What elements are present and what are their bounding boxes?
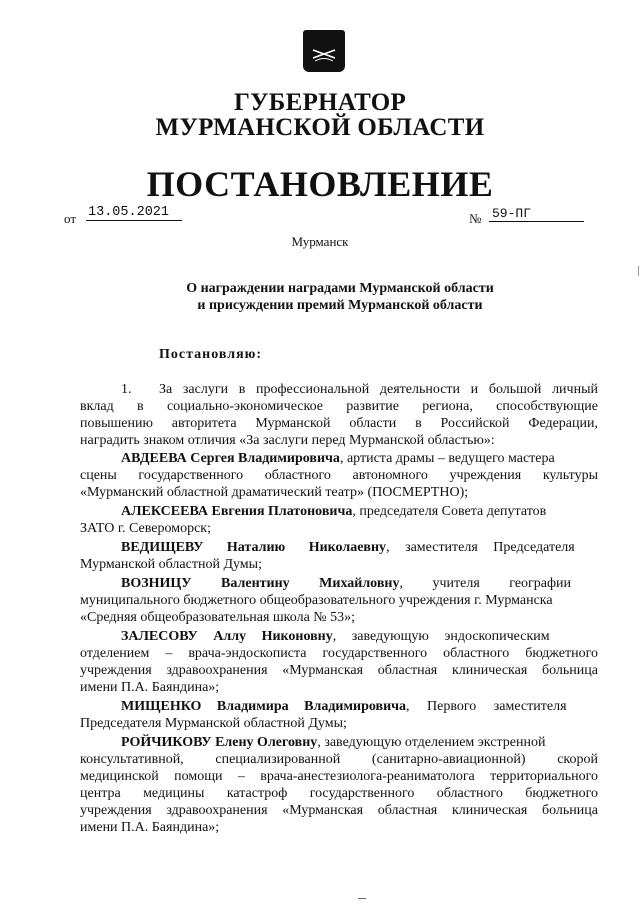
awardee-entry [121,503,598,520]
document-number: 59-ПГ [489,206,584,222]
date-prefix: от [64,211,77,226]
awardee-name: МИЩЕНКО Владимира Владимировича [121,699,407,714]
awardee-entry [121,734,598,751]
region-title: МУРМАНСКОЙ ОБЛАСТИ [155,114,485,141]
document-type: ПОСТАНОВЛЕНИЕ [146,164,494,204]
awardee-text-line: отделением – врача-эндоскописта государственного областного бюджетного [80,646,598,661]
awardee-text-line: центра медицины катастроф государственного областного бюджетного [80,786,598,801]
awardee-name: РОЙЧИКОВУ Елену Олеговну [121,735,318,750]
page-footer-mark [358,898,366,899]
awardee-position: , артиста драмы – ведущего мастера [339,451,555,466]
subject-line-2: и присуждении премий Мурманской области [197,298,483,313]
awardee-name: АЛЕКСЕЕВА Евгения Платоновича [121,504,353,519]
awardee-text-line: сцены государственного областного автономного учреждения культуры [80,468,598,483]
awardee-text-line: Председателя Мурманской областной Думы; [80,716,347,731]
awardee-name: ВЕДИЩЕВУ Наталию Николаевну [121,540,387,555]
awardee-entry [121,575,598,592]
scan-edge-mark [638,266,639,276]
item-1-text: За заслуги в профессиональной деятельности и большой личный [159,382,598,397]
awardee-text-line: медицинской помощи – врача-анестезиолога-реаниматолога территориального [80,769,598,784]
awardee-text-line: консультативной, специализированной (санитарно-авиационной) скорой [80,752,598,767]
coat-of-arms-icon [303,30,345,72]
city-name: Мурманск [291,234,349,249]
awardee-entry [121,698,598,715]
governor-title: ГУБЕРНАТОР [233,89,407,116]
awardee-name: ЗАЛЕСОВУ Аллу Никоновну [121,629,333,644]
item-1-line-2: вклад в социально-экономическое развитие региона, способствующие [80,399,598,414]
awardee-text-line: имени П.А. Баяндина»; [80,820,220,835]
awardee-text-line: имени П.А. Баяндина»; [80,680,220,695]
item-number: 1. [121,382,132,397]
awardee-position: , заведующую эндоскопическим [332,629,550,644]
awardee-text-line: учреждения здравоохранения «Мурманская областная клиническая больница [80,803,598,818]
awardee-text-line: Мурманской областной Думы; [80,557,262,572]
awardee-text-line: «Средняя общеобразовательная школа № 53»; [80,610,356,625]
document-date: 13.05.2021 [86,205,182,221]
decree-heading: Постановляю: [159,347,263,362]
awardee-position: , председателя Совета депутатов [352,504,547,519]
awardee-entry [121,539,598,556]
awardee-text-line: «Мурманский областной драматический театр» (ПОСМЕРТНО); [80,485,469,500]
awardee-text-line: учреждения здравоохранения «Мурманская областная клиническая больница [80,663,598,678]
item-1-line-3: повышению авторитета Мурманской области в Российской Федерации, [80,416,598,431]
awardee-text-line: муниципального бюджетного общеобразовательного учреждения г. Мурманска [80,593,553,608]
awardee-entry [121,450,598,467]
subject-line-1: О награждении наградами Мурманской области [186,281,494,296]
item-1-line-1 [121,381,598,398]
awardee-position: , учителя географии [399,576,572,591]
awardee-name: ВОЗНИЦУ Валентину Михайловну [121,576,400,591]
number-prefix: № [469,211,482,226]
awardee-position: , Первого заместителя [406,699,567,714]
awardee-entry [121,628,598,645]
awardee-name: АВДЕЕВА Сергея Владимировича [121,451,340,466]
awardee-text-line: ЗАТО г. Североморск; [80,521,211,536]
awardee-position: , заведующую отделением экстренной [317,735,546,750]
awardee-position: , заместителя Председателя [386,540,575,555]
item-1-line-4: наградить знаком отличия «За заслуги перед Мурманской областью»: [80,433,495,448]
